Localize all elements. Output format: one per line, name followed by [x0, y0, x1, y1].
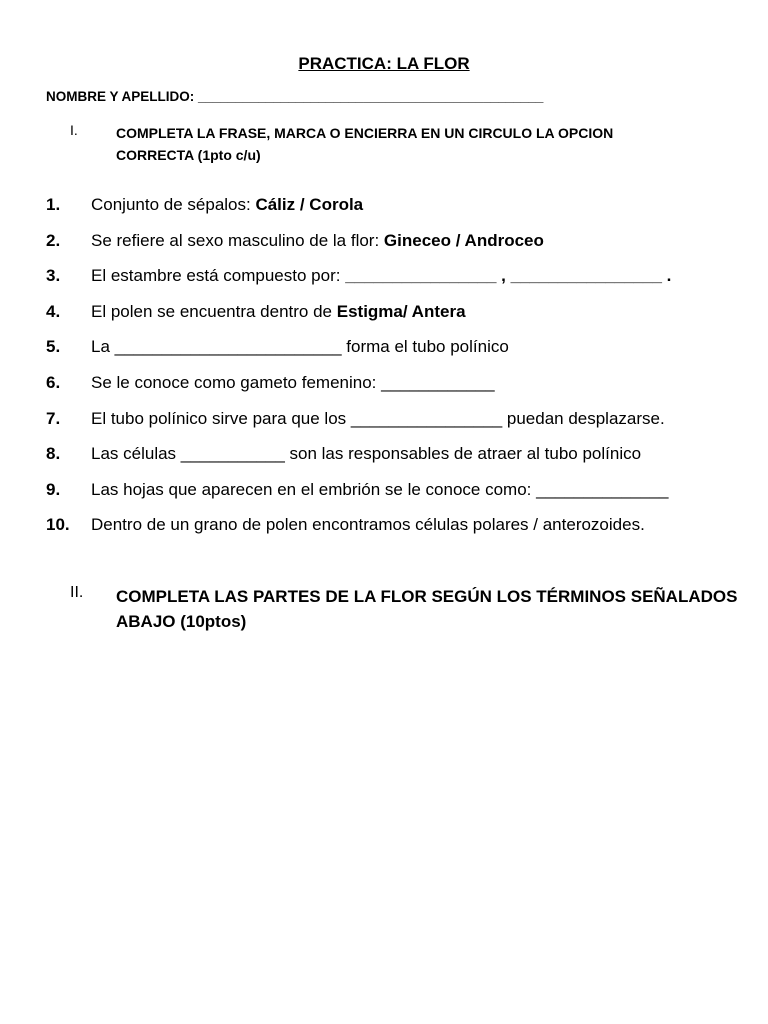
- question-item: [46, 333, 746, 369]
- question-item: [46, 476, 746, 512]
- question-text: El polen se encuentra dentro de Estigma/ Antera: [91, 301, 466, 321]
- question-item: [46, 511, 746, 547]
- question-number: 5.: [46, 337, 61, 357]
- section-1-numeral: I.: [70, 122, 78, 138]
- question-number: 8.: [46, 444, 61, 464]
- question-item: [46, 405, 746, 441]
- name-field-label: NOMBRE Y APELLIDO: ______________________________________________: [46, 89, 544, 104]
- question-blanks: ________________ , ________________ .: [345, 266, 672, 286]
- question-number: 1.: [46, 195, 61, 214]
- section-1-instruction: COMPLETA LA FRASE, MARCA O ENCIERRA EN UN CIRCULO LA OPCION CORRECTA (1pto c/u): [116, 125, 614, 163]
- question-list: [46, 191, 746, 547]
- section-2-numeral: II.: [70, 584, 84, 601]
- question-number: 3.: [46, 266, 61, 286]
- question-item: [46, 298, 746, 334]
- question-text: La ________________________ forma el tubo polínico: [91, 337, 509, 357]
- question-item: [46, 191, 746, 227]
- question-item: [46, 227, 746, 263]
- question-text: Dentro de un grano de polen encontramos células polares / anterozoides.: [91, 515, 645, 535]
- question-text: Las células ___________ son las responsables de atraer al tubo polínico: [91, 444, 642, 464]
- question-options: Gineceo / Androceo: [383, 230, 544, 250]
- question-options: Cáliz / Corola: [255, 195, 364, 214]
- question-options: Estigma/ Antera: [336, 301, 466, 321]
- question-text: Se refiere al sexo masculino de la flor: Gineceo / Androceo: [91, 230, 544, 250]
- section-2-instruction: COMPLETA LAS PARTES DE LA FLOR SEGÚN LOS TÉRMINOS SEÑALADOS ABAJO (10ptos): [116, 587, 738, 631]
- question-item: [46, 369, 746, 405]
- question-text: Conjunto de sépalos: Cáliz / Corola: [91, 195, 364, 214]
- question-text: Las hojas que aparecen en el embrión se le conoce como: ______________: [91, 479, 669, 499]
- question-number: 10.: [46, 515, 70, 535]
- question-number: 2.: [46, 230, 61, 250]
- question-text: El estambre está compuesto por: ________________ , ________________ .: [91, 266, 672, 286]
- question-item: [46, 262, 746, 298]
- question-number: 4.: [46, 301, 61, 321]
- question-number: 9.: [46, 479, 61, 499]
- question-item: [46, 440, 746, 476]
- question-text: El tubo polínico sirve para que los ________________ puedan desplazarse.: [91, 408, 665, 428]
- question-number: 7.: [46, 408, 61, 428]
- page-title: PRACTICA: LA FLOR: [298, 54, 470, 73]
- question-text: Se le conoce como gameto femenino: ____________: [91, 372, 495, 392]
- question-number: 6.: [46, 372, 61, 392]
